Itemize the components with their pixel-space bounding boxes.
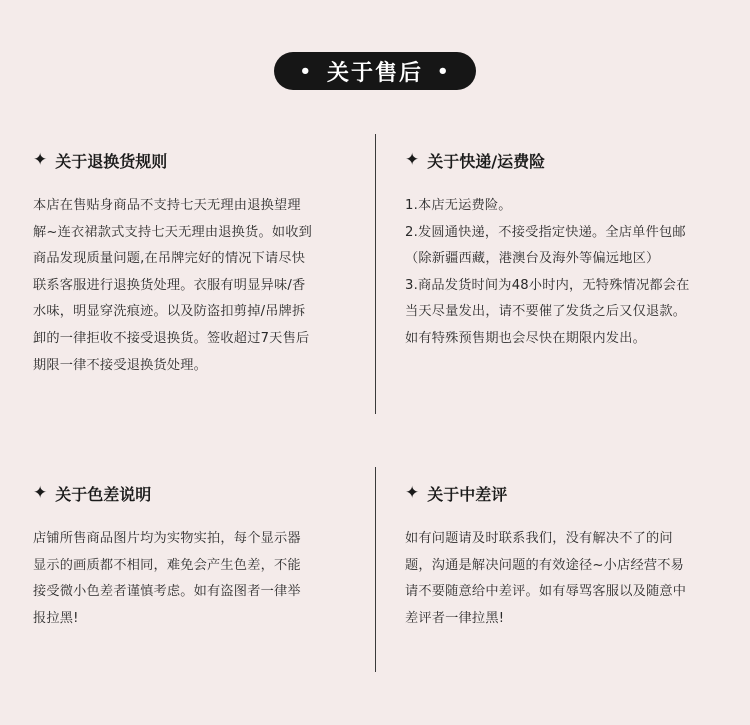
body-line: 请不要随意给中差评。如有辱骂客服以及随意中: [405, 584, 687, 600]
body-line: 商品发现质量问题,在吊牌完好的情况下请尽快: [33, 251, 306, 267]
section-title: 关于退换货规则: [55, 151, 168, 171]
body-line: 水味，明显穿洗痕迹。以及防盗扣剪掉/吊牌拆: [33, 304, 306, 320]
body-line: 如有特殊预售期也会尽快在期限内发出。: [405, 330, 646, 346]
section-heading: [405, 149, 690, 171]
sparkle-icon: ✦: [33, 483, 48, 503]
sparkle-icon: ✦: [405, 150, 420, 170]
section-body: [33, 193, 312, 379]
body-line: （除新疆西藏，港澳台及海外等偏远地区）: [405, 251, 660, 267]
column-divider-bottom: [375, 467, 376, 672]
section-heading: [33, 149, 312, 171]
section-body: [405, 193, 690, 353]
bullet-icon: •: [299, 60, 313, 82]
body-line: 3.商品发货时间为48小时内，无特殊情况都会在: [405, 277, 690, 293]
body-line: 报拉黑!: [33, 610, 79, 626]
body-line: 2.发圆通快递，不接受指定快递。全店单件包邮: [405, 224, 686, 240]
section-heading: [33, 482, 301, 504]
body-line: 如有问题请及时联系我们，没有解决不了的问: [405, 531, 673, 546]
sparkle-icon: ✦: [405, 483, 420, 503]
section-body: [405, 526, 686, 632]
body-line: 当天尽量发出，请不要催了发货之后又仅退款。: [405, 304, 687, 320]
body-line: 卸的一律拒收不接受退换货。签收超过7天售后: [33, 330, 310, 346]
after-sales-banner: [274, 52, 476, 90]
review-section: [405, 482, 686, 632]
section-title: 关于快递/运费险: [427, 151, 546, 171]
body-line: 本店在售贴身商品不支持七天无理由退换望理: [33, 198, 301, 213]
body-line: 联系客服进行退换货处理。衣服有明显异味/香: [33, 277, 306, 293]
body-line: 店铺所售商品图片均为实物实拍，每个显示器: [33, 531, 301, 546]
column-divider-top: [375, 134, 376, 414]
body-line: 显示的画质都不相同，难免会产生色差，不能: [33, 557, 301, 573]
bullet-icon: •: [437, 60, 451, 82]
section-title: 关于中差评: [427, 484, 508, 504]
color-difference-section: [33, 482, 301, 632]
section-body: [33, 526, 301, 632]
return-policy-section: [33, 149, 312, 379]
body-line: 接受微小色差者谨慎考虑。如有盗图者一律举: [33, 584, 301, 600]
sparkle-icon: ✦: [33, 150, 48, 170]
body-line: 期限一律不接受退换货处理。: [33, 357, 208, 373]
section-title: 关于色差说明: [55, 484, 152, 504]
shipping-section: [405, 149, 690, 353]
banner-title: 关于售后: [326, 59, 423, 86]
body-line: 1.本店无运费险。: [405, 198, 512, 213]
body-line: 差评者一律拉黑!: [405, 610, 505, 626]
section-heading: [405, 482, 686, 504]
body-line: 题，沟通是解决问题的有效途径~小店经营不易: [405, 557, 684, 573]
body-line: 解~连衣裙款式支持七天无理由退换货。如收到: [33, 224, 312, 240]
